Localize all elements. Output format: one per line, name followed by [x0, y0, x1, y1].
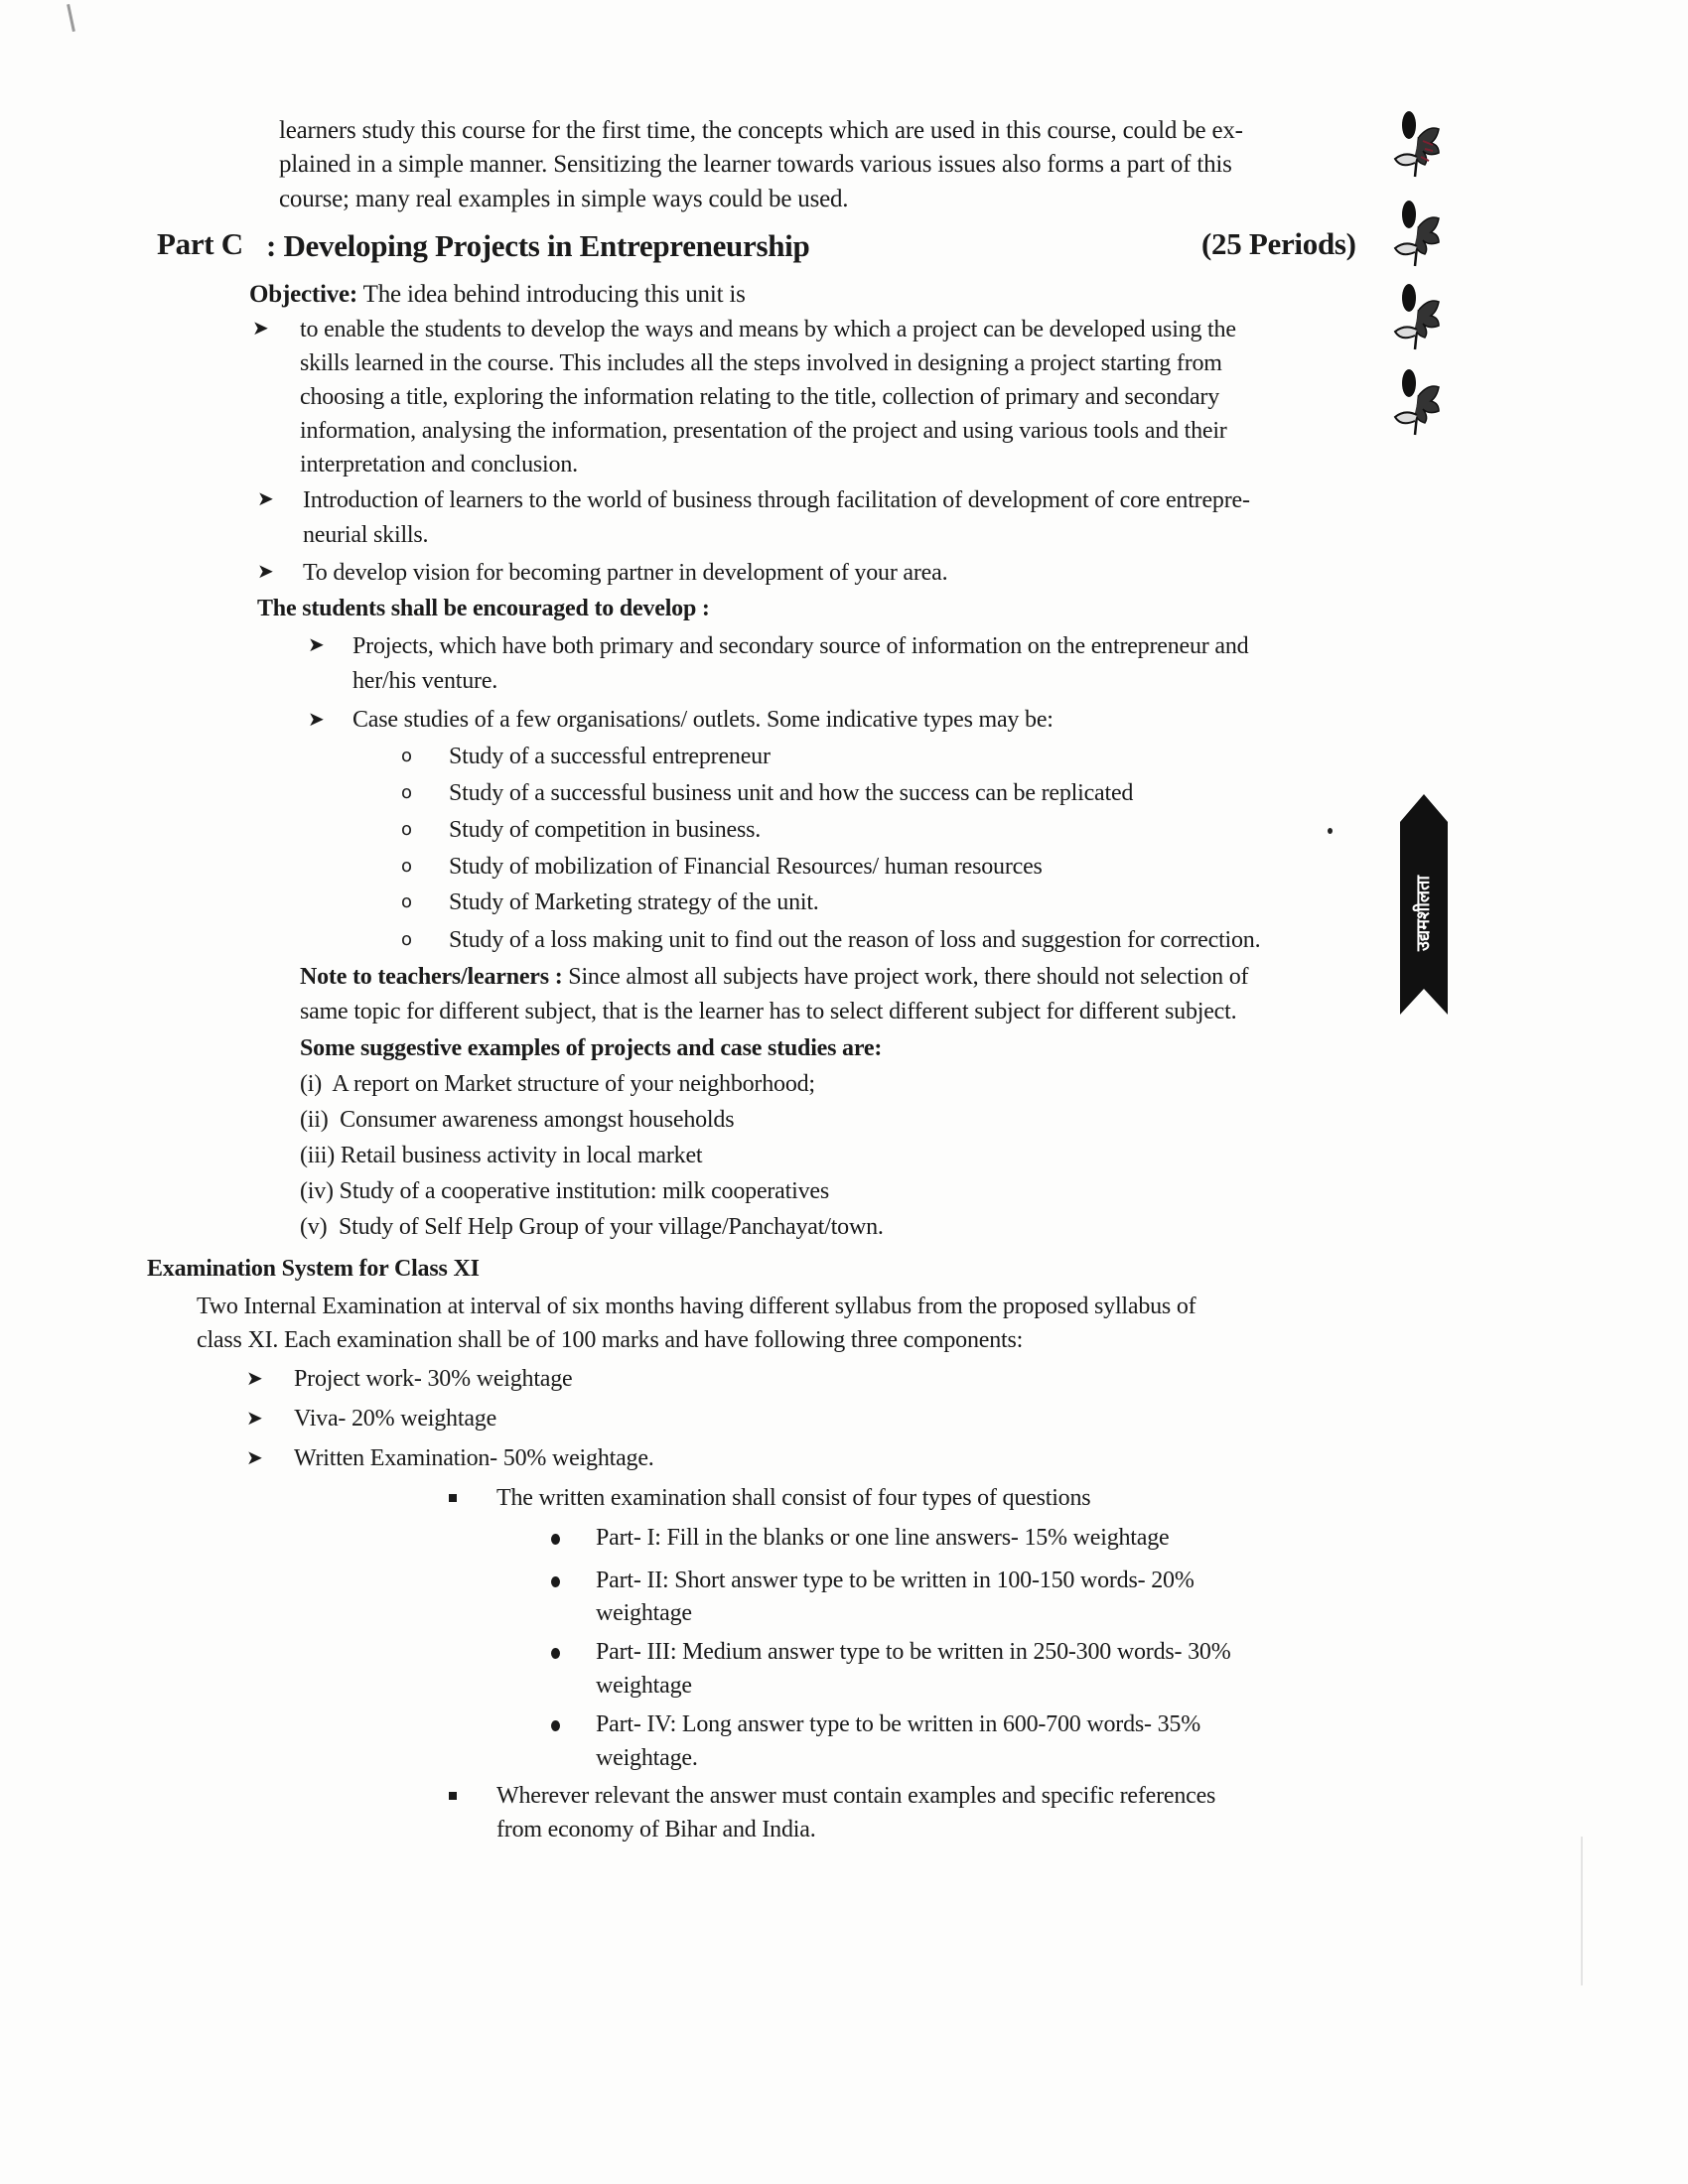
flower-ornament-icon [1385, 280, 1445, 359]
example-number: (iii) [300, 1143, 335, 1168]
example-text: A report on Market structure of your neighborhood; [332, 1071, 815, 1097]
circle-bullet-icon: o [401, 929, 413, 950]
intro-line-1: learners study this course for the first time, the concepts which are used in this course, could be ex- [279, 117, 1243, 144]
encourage-1-line-1: Projects, which have both primary and secondary source of information on the entrepreneur and [352, 633, 1249, 659]
example-number: (i) [300, 1071, 323, 1097]
objective-2-line-2: neurial skills. [303, 522, 429, 548]
example-item [300, 1211, 884, 1244]
dot-bullet-icon [551, 1648, 560, 1659]
example-number: (ii) [300, 1107, 329, 1133]
final-note-line-1: Wherever relevant the answer must contain examples and specific references [496, 1783, 1216, 1809]
exam-part-4-line-2: weightage. [596, 1745, 698, 1771]
objective-2-line-1: Introduction of learners to the world of business through facilitation of development of core entrepre- [303, 487, 1250, 513]
scan-edge-line [1581, 1837, 1583, 1985]
encourage-2-line-1: Case studies of a few organisations/ outlets. Some indicative types may be: [352, 707, 1054, 733]
example-number: (iv) [300, 1178, 334, 1204]
example-text: Retail business activity in local market [340, 1143, 703, 1168]
circle-bullet-icon: o [401, 782, 413, 803]
part-title: : Developing Projects in Entrepreneurship [266, 228, 810, 263]
example-number: (v) [300, 1214, 328, 1240]
arrow-bullet-icon: ➤ [246, 1366, 263, 1390]
arrow-bullet-icon: ➤ [308, 632, 325, 656]
objective-3-line-1: To develop vision for becoming partner in development of your area. [303, 560, 948, 586]
objective-1-line-4: information, analysing the information, presentation of the project and using various tools and their [300, 418, 1227, 444]
part-label: Part C [157, 226, 243, 261]
circle-bullet-icon: o [401, 891, 413, 912]
example-item [300, 1068, 815, 1101]
objective-label: Objective: [249, 281, 358, 308]
note-label: Note to teachers/learners : [300, 964, 563, 990]
objective-1-line-2: skills learned in the course. This includes all the steps involved in designing a project starting from [300, 350, 1222, 376]
exam-part-4-line-1: Part- IV: Long answer type to be written in 600-700 words- 35% [596, 1711, 1201, 1737]
exam-part-2-line-1: Part- II: Short answer type to be written in 100-150 words- 20% [596, 1568, 1195, 1593]
case-study-type: Study of a loss making unit to find out the reason of loss and suggestion for correction. [449, 927, 1261, 953]
arrow-bullet-icon: ➤ [308, 707, 325, 731]
flower-ornament-icon [1385, 197, 1445, 276]
flower-ornament-icon [1385, 107, 1445, 187]
arrow-bullet-icon: ➤ [246, 1445, 263, 1469]
dot-bullet-icon [551, 1534, 560, 1545]
part-periods: (25 Periods) [1201, 226, 1356, 261]
case-study-type: Study of a successful entrepreneur [449, 744, 771, 769]
exam-part-2-line-2: weightage [596, 1600, 692, 1626]
note-line-2: same topic for different subject, that is the learner has to select different subject for different subject. [300, 999, 1237, 1024]
examples-heading: Some suggestive examples of projects and case studies are: [300, 1035, 883, 1061]
objective-line [249, 278, 746, 312]
note-line-1 [300, 961, 1248, 994]
exam-heading: Examination System for Class XI [147, 1256, 480, 1282]
scan-corner-mark [67, 4, 75, 32]
objective-1-line-5: interpretation and conclusion. [300, 452, 578, 478]
exam-component: Viva- 20% weightage [294, 1406, 497, 1432]
example-item [300, 1140, 702, 1172]
exam-intro-line-2: class XI. Each examination shall be of 100 marks and have following three components: [197, 1327, 1024, 1353]
exam-intro-line-1: Two Internal Examination at interval of six months having different syllabus from the proposed syllabus of [197, 1294, 1196, 1319]
encourage-1-line-2: her/his venture. [352, 668, 498, 694]
example-text: Study of a cooperative institution: milk cooperatives [339, 1178, 829, 1204]
objective-text: The idea behind introducing this unit is [362, 281, 746, 308]
exam-component: Project work- 30% weightage [294, 1366, 573, 1392]
example-item [300, 1104, 734, 1137]
scan-speck [1328, 828, 1333, 834]
written-intro: The written examination shall consist of four types of questions [496, 1485, 1091, 1511]
case-study-type: Study of Marketing strategy of the unit. [449, 889, 819, 915]
arrow-bullet-icon: ➤ [252, 316, 269, 340]
side-tab-label: उद्यमशीलता [1413, 876, 1434, 951]
exam-part-3-line-1: Part- III: Medium answer type to be written in 250-300 words- 30% [596, 1639, 1231, 1665]
final-note-line-2: from economy of Bihar and India. [496, 1817, 816, 1843]
square-bullet-icon [449, 1494, 457, 1502]
arrow-bullet-icon: ➤ [257, 486, 274, 510]
case-study-type: Study of mobilization of Financial Resources/ human resources [449, 854, 1043, 880]
arrow-bullet-icon: ➤ [246, 1406, 263, 1430]
example-text: Study of Self Help Group of your village/Panchayat/town. [339, 1214, 884, 1240]
objective-1-line-1: to enable the students to develop the ways and means by which a project can be developed using the [300, 317, 1236, 342]
objective-1-line-3: choosing a title, exploring the information relating to the title, collection of primary and secondary [300, 384, 1219, 410]
exam-part-1: Part- I: Fill in the blanks or one line answers- 15% weightage [596, 1525, 1170, 1551]
case-study-type: Study of competition in business. [449, 817, 762, 843]
case-study-type: Study of a successful business unit and how the success can be replicated [449, 780, 1134, 806]
example-item [300, 1175, 829, 1208]
encourage-heading: The students shall be encouraged to develop : [257, 596, 710, 621]
arrow-bullet-icon: ➤ [257, 559, 274, 583]
flower-ornament-icon [1385, 365, 1445, 445]
square-bullet-icon [449, 1792, 457, 1800]
dot-bullet-icon [551, 1576, 560, 1587]
exam-component: Written Examination- 50% weightage. [294, 1445, 654, 1471]
intro-line-2: plained in a simple manner. Sensitizing the learner towards various issues also forms a part of this [279, 151, 1232, 178]
example-text: Consumer awareness amongst households [340, 1107, 735, 1133]
circle-bullet-icon: o [401, 819, 413, 840]
note-text: Since almost all subjects have project work, there should not selection of [568, 964, 1249, 990]
circle-bullet-icon: o [401, 746, 413, 766]
intro-line-3: course; many real examples in simple ways could be used. [279, 186, 849, 212]
dot-bullet-icon [551, 1720, 560, 1731]
exam-part-3-line-2: weightage [596, 1673, 692, 1699]
circle-bullet-icon: o [401, 856, 413, 877]
